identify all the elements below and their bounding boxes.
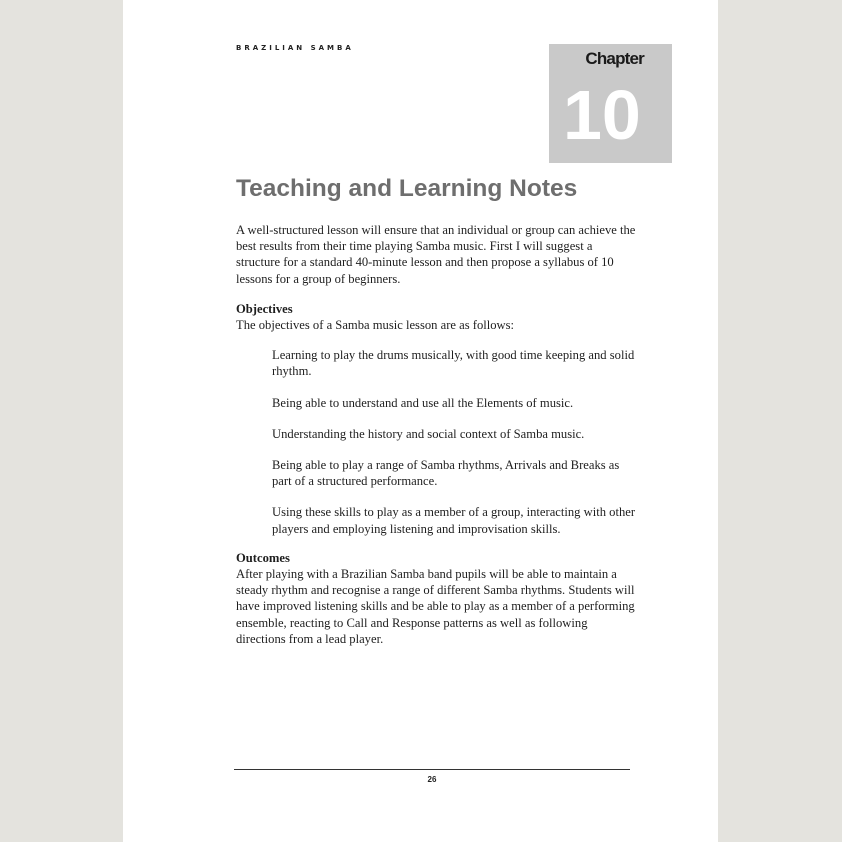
running-header: BRAZILIAN SAMBA xyxy=(236,44,354,52)
list-item: Learning to play the drums musically, with good time keeping and solid rhythm. xyxy=(272,348,635,379)
body-text xyxy=(236,222,636,647)
outcomes-paragraph: After playing with a Brazilian Samba band pupils will be able to maintain a steady rhythm and recognise a range of different Samba rhythms. Students will have improved listening skills and be able to play as a member of a performing ensemble, reacting to Call and Response patterns as well as following directions from a lead player. xyxy=(236,567,635,646)
chapter-label: Chapter xyxy=(585,49,644,68)
objectives-heading: Objectives xyxy=(236,301,293,316)
list-item: Understanding the history and social context of Samba music. xyxy=(272,426,585,441)
list-item: Being able to play a range of Samba rhythms, Arrivals and Breaks as part of a structured performance. xyxy=(272,458,620,489)
objectives-list xyxy=(272,347,636,537)
list-item: Using these skills to play as a member of a group, interacting with other players and employing listening and improvisation skills. xyxy=(272,505,636,536)
intro-paragraph: A well-structured lesson will ensure that an individual or group can achieve the best results from their time playing Samba music. First I will suggest a structure for a standard 40-minute lesson and then propose a syllabus of 10 lessons for a group of beginners. xyxy=(236,223,636,286)
page-number: 26 xyxy=(427,775,437,784)
document-page xyxy=(123,0,718,842)
chapter-badge xyxy=(549,44,672,163)
chapter-number: 10 xyxy=(563,76,641,154)
outcomes-heading: Outcomes xyxy=(236,550,290,565)
page-title: Teaching and Learning Notes xyxy=(236,175,578,202)
list-item: Being able to understand and use all the Elements of music. xyxy=(272,395,574,410)
footer-divider xyxy=(234,769,630,770)
objectives-lead: The objectives of a Samba music lesson are as follows: xyxy=(236,318,515,333)
